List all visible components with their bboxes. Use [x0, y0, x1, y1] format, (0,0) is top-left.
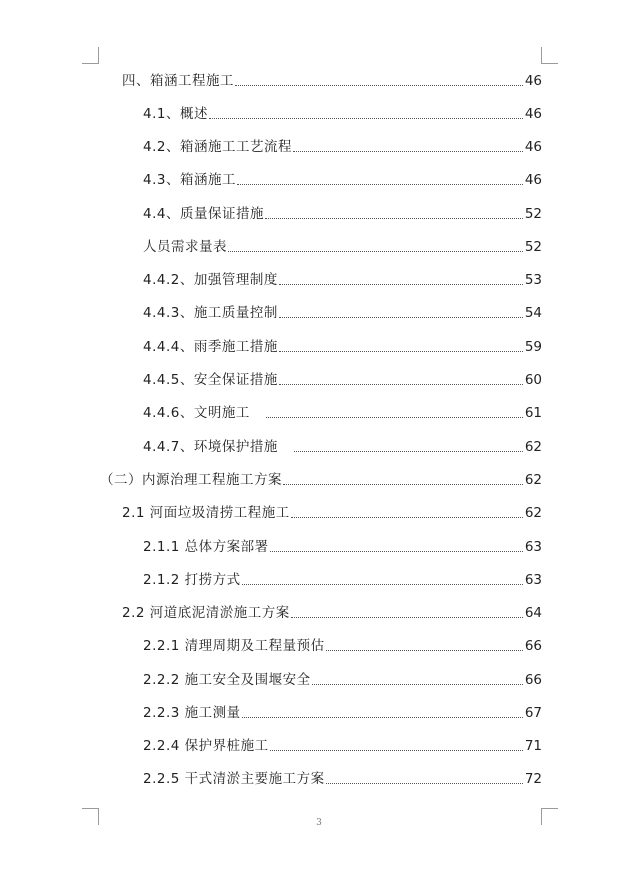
toc-entry-label: 4.4.3、施工质量控制 — [143, 305, 278, 321]
toc-entry[interactable] — [143, 169, 542, 189]
toc-entry-label: 四、箱涵工程施工 — [122, 73, 234, 89]
toc-entry-label: 4.3、箱涵施工 — [143, 172, 236, 188]
toc-dot-leader — [237, 184, 523, 185]
toc-entry[interactable] — [143, 768, 542, 788]
toc-entry-label: 4.1、概述 — [143, 106, 208, 122]
toc-entry-page: 54 — [524, 305, 542, 321]
toc-entry-page: 72 — [524, 771, 542, 787]
toc-dot-leader — [265, 218, 523, 219]
toc-entry[interactable] — [143, 569, 542, 589]
toc-entry-page: 46 — [524, 73, 542, 89]
toc-entry-page: 52 — [524, 206, 542, 222]
page-number: 3 — [316, 818, 322, 828]
toc-dot-leader — [242, 717, 523, 718]
toc-entry-page: 53 — [524, 272, 542, 288]
toc-entry-page: 66 — [524, 672, 542, 688]
toc-entry-page: 62 — [524, 439, 542, 455]
margin-corner-top-right — [541, 47, 558, 64]
toc-entry[interactable] — [143, 536, 542, 556]
toc-dot-leader — [293, 151, 523, 152]
toc-entry[interactable] — [122, 502, 542, 522]
toc-entry-page: 59 — [524, 339, 542, 355]
toc-entry-page: 67 — [524, 705, 542, 721]
toc-entry[interactable] — [143, 236, 542, 256]
toc-entry-page: 46 — [524, 172, 542, 188]
toc-entry-label: 4.4.6、文明施工 — [143, 405, 250, 421]
toc-dot-leader — [326, 783, 523, 784]
toc-entry[interactable] — [143, 735, 542, 755]
toc-entry-page: 63 — [524, 539, 542, 555]
toc-dot-leader — [291, 617, 523, 618]
toc-entry-label: 2.2.1 清理周期及工程量预估 — [143, 638, 325, 654]
toc-entry-page: 64 — [524, 605, 542, 621]
toc-entry-label: 4.4.4、雨季施工措施 — [143, 339, 278, 355]
toc-entry-label: 人员需求量表 — [143, 239, 227, 255]
toc-entry-page: 61 — [524, 405, 542, 421]
toc-entry-label: 4.2、箱涵施工工艺流程 — [143, 139, 292, 155]
toc-dot-leader — [283, 484, 523, 485]
toc-entry[interactable] — [122, 602, 542, 622]
toc-entry-page: 46 — [524, 106, 542, 122]
toc-entry[interactable] — [100, 469, 542, 489]
toc-entry-page: 60 — [524, 372, 542, 388]
toc-dot-leader — [279, 317, 523, 318]
toc-entry-label: 2.1 河面垃圾清捞工程施工 — [122, 505, 290, 521]
toc-dot-leader — [209, 118, 523, 119]
toc-entry-label: 4.4.7、环境保护措施 — [143, 439, 278, 455]
toc-entry-page: 71 — [524, 738, 542, 754]
toc-entry[interactable] — [143, 103, 542, 123]
toc-dot-leader — [270, 551, 523, 552]
toc-entry-label: 4.4.5、安全保证措施 — [143, 372, 278, 388]
toc-entry-label: 2.1.2 打捞方式 — [143, 572, 241, 588]
toc-entry[interactable] — [143, 635, 542, 655]
toc-entry[interactable] — [143, 402, 542, 422]
toc-entry-page: 66 — [524, 638, 542, 654]
toc-entry[interactable] — [122, 70, 542, 90]
toc-entry[interactable] — [143, 369, 542, 389]
toc-entry-label: 2.2.4 保护界桩施工 — [143, 738, 269, 754]
toc-dot-leader — [291, 517, 523, 518]
toc-entry[interactable] — [143, 203, 542, 223]
toc-entry-label: （二）内源治理工程施工方案 — [100, 472, 282, 488]
toc-entry-label: 2.2.2 施工安全及围堰安全 — [143, 672, 311, 688]
toc-dot-leader — [235, 85, 523, 86]
toc-dot-leader — [266, 417, 523, 418]
toc-entry-label: 2.2 河道底泥清淤施工方案 — [122, 605, 290, 621]
toc-entry[interactable] — [143, 669, 542, 689]
toc-entry[interactable] — [143, 436, 542, 456]
toc-entry-page: 62 — [524, 505, 542, 521]
toc-dot-leader — [312, 684, 523, 685]
toc-entry[interactable] — [143, 269, 542, 289]
toc-dot-leader — [279, 284, 523, 285]
toc-dot-leader — [326, 650, 523, 651]
toc-dot-leader — [279, 351, 523, 352]
toc-dot-leader — [242, 584, 523, 585]
toc-entry[interactable] — [143, 702, 542, 722]
toc-entry-page: 62 — [524, 472, 542, 488]
toc-entry-label: 2.2.5 干式清淤主要施工方案 — [143, 771, 325, 787]
toc-entry-label: 4.4、质量保证措施 — [143, 206, 264, 222]
toc-entry-label: 2.1.1 总体方案部署 — [143, 539, 269, 555]
toc-entry-page: 46 — [524, 139, 542, 155]
toc-entry-page: 52 — [524, 239, 542, 255]
toc-entry-label: 4.4.2、加强管理制度 — [143, 272, 278, 288]
margin-corner-top-left — [82, 47, 99, 64]
toc-entry-label: 2.2.3 施工测量 — [143, 705, 241, 721]
toc-dot-leader — [228, 251, 523, 252]
toc-dot-leader — [294, 451, 523, 452]
toc-entry[interactable] — [143, 136, 542, 156]
toc-entry[interactable] — [143, 336, 542, 356]
toc-entry-page: 63 — [524, 572, 542, 588]
toc-dot-leader — [270, 750, 523, 751]
toc-entry[interactable] — [143, 302, 542, 322]
toc-dot-leader — [279, 384, 523, 385]
